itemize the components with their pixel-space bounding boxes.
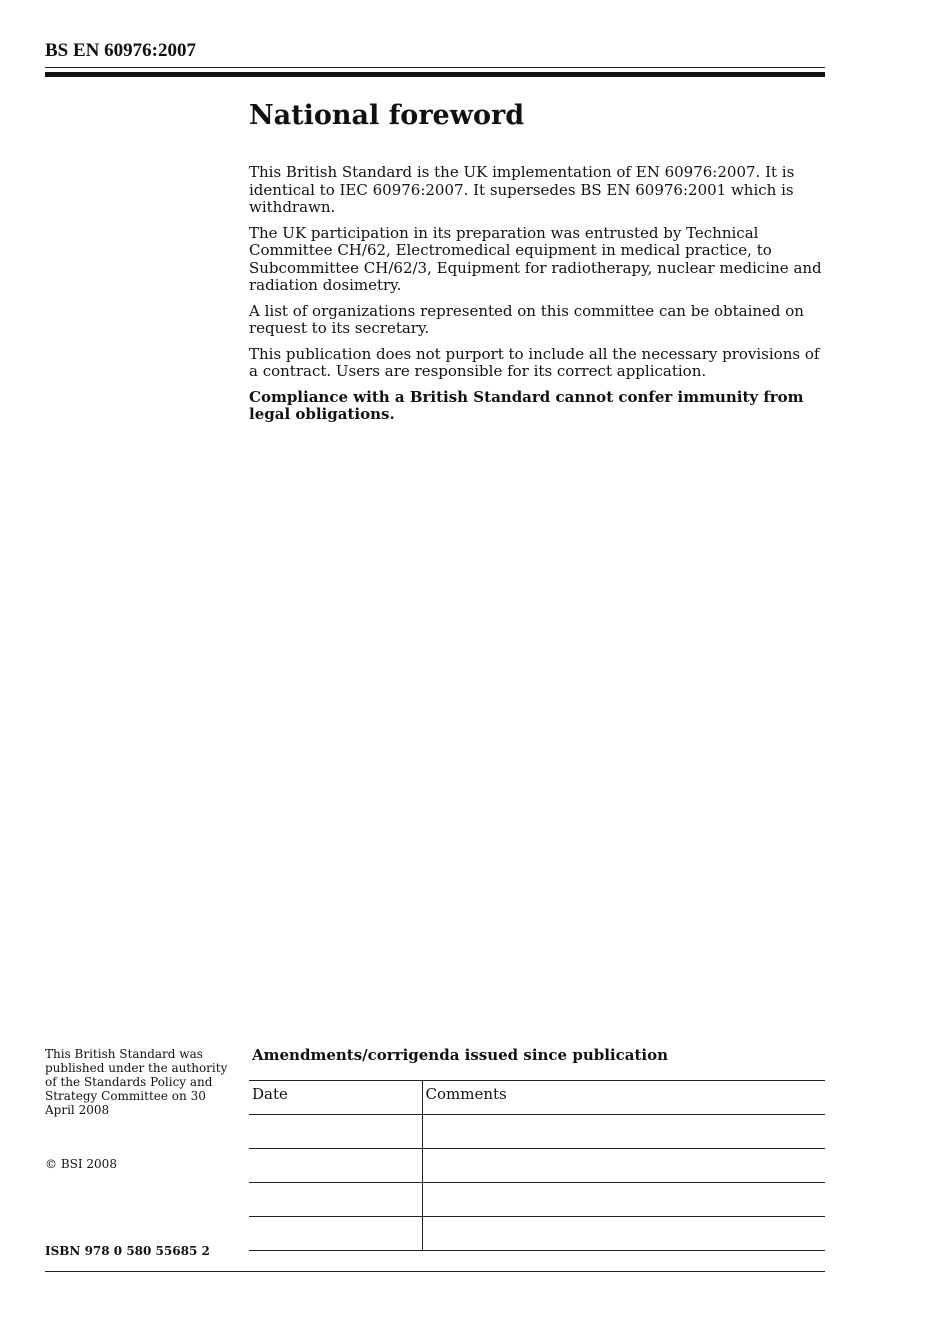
paragraph-organizations: A list of organizations represented on this committee can be obtained on request to its secretary. (249, 301, 804, 337)
table-cell-comments (422, 1183, 825, 1217)
table-row (249, 1149, 825, 1183)
footer-rule (45, 1271, 825, 1272)
table-cell-comments (422, 1115, 825, 1149)
amendments-header-row (249, 1081, 825, 1115)
header-rule-thin (45, 67, 825, 68)
amendments-title: Amendments/corrigenda issued since publication (252, 1046, 668, 1064)
amendments-table (249, 1080, 825, 1251)
copyright-notice: © BSI 2008 (45, 1157, 117, 1171)
table-cell-date (249, 1115, 422, 1149)
isbn: ISBN 978 0 580 55685 2 (45, 1244, 210, 1258)
table-cell-comments (422, 1217, 825, 1251)
table-cell-comments (422, 1149, 825, 1183)
publication-note: This British Standard was published under the authority of the Standards Policy and Strategy Committee on 30 April 2008 (45, 1047, 228, 1117)
page-title: National foreword (249, 100, 525, 131)
column-header-date: Date (249, 1081, 422, 1115)
table-row (249, 1217, 825, 1251)
compliance-note: Compliance with a British Standard cannot confer immunity from legal obligations. (249, 387, 804, 423)
table-cell-date (249, 1149, 422, 1183)
paragraph-implementation: This British Standard is the UK implementation of EN 60976:2007. It is identical to IEC 60976:2007. It supersedes BS EN 60976:2001 which is withdrawn. (249, 163, 795, 216)
header-rule-thick (45, 72, 825, 77)
table-row (249, 1183, 825, 1217)
paragraph-provisions: This publication does not purport to include all the necessary provisions of a contract. Users are responsible for its correct application. (249, 344, 820, 380)
paragraph-participation: The UK participation in its preparation was entrusted by Technical Committee CH/62, Electromedical equipment in medical practice, to Subcommittee CH/62/3, Equipment for radiotherapy, nuclear medicine and radiation dosimetry. (249, 223, 822, 294)
table-cell-date (249, 1217, 422, 1251)
table-cell-date (249, 1183, 422, 1217)
table-row (249, 1115, 825, 1149)
foreword-body (249, 164, 829, 432)
document-id: BS EN 60976:2007 (45, 40, 196, 61)
column-header-comments: Comments (422, 1081, 825, 1115)
